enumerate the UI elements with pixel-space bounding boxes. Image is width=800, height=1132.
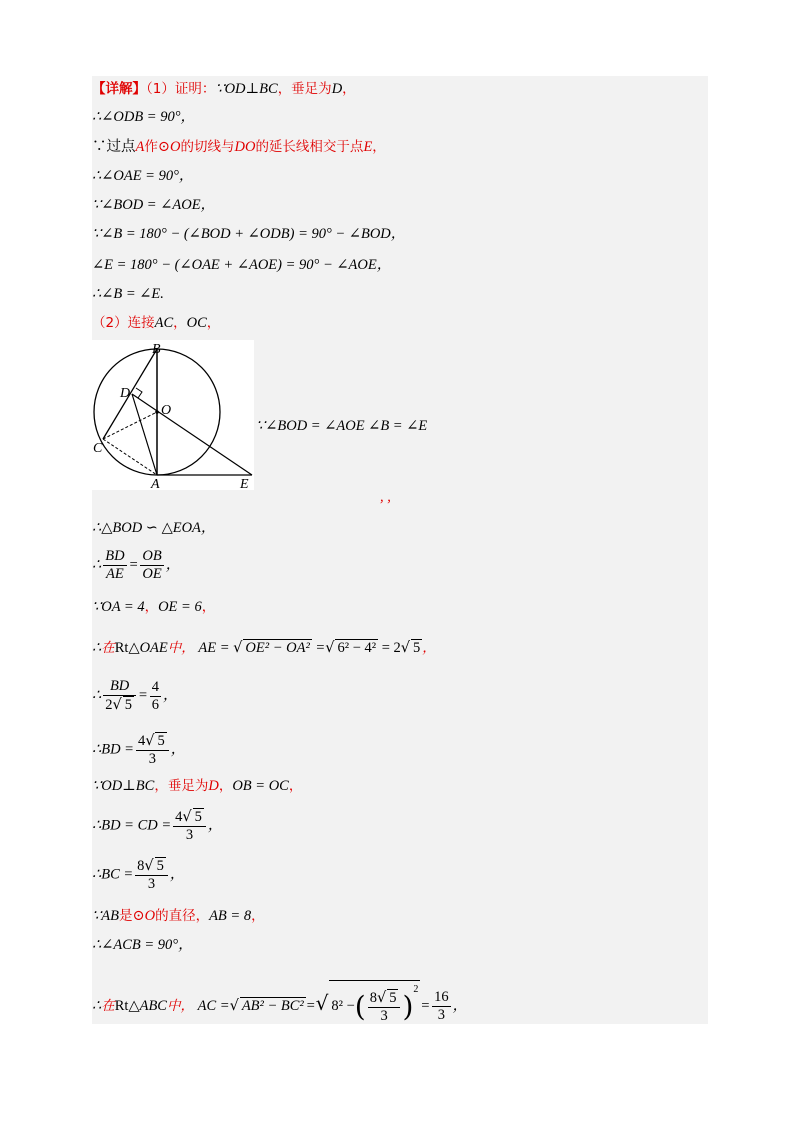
line-15 [92,678,178,714]
l20-comma: ， [251,908,265,924]
line-1 [92,79,356,99]
line-de [132,394,252,475]
l17-od: ∵OD⊥BC [92,778,155,794]
l22-end: ， [452,998,468,1014]
l14-eq2: = [315,640,326,656]
label-a: A [151,477,160,490]
line-2: ∴∠ODB = 90°， [92,109,196,125]
l14-pre: ∴ [92,640,102,656]
label-b: B [152,342,161,357]
l13-comma: ， [144,599,159,615]
line-4: ∴∠OAE = 90°， [92,168,194,184]
line-16 [92,732,185,768]
circle-diagram [92,340,254,490]
l20-is: 是 [118,908,133,924]
l22-res-num: 16 [434,989,449,1006]
l13-oe: OE = 6 [158,599,202,615]
l15-num: BD [103,678,136,696]
l22-inner-frac [368,989,401,1025]
l22-inner-num-r: 5 [389,989,397,1006]
l20-ab: ∵AB [92,908,119,924]
line-13 [92,597,215,617]
l13-oa: ∵OA = 4 [92,599,145,615]
l19-num-r: 5 [156,858,164,874]
l22-rad2-a: 8² − [331,998,355,1014]
line-3 [92,137,386,157]
line-10-commas: , , [380,489,391,505]
l16-frac [136,732,169,768]
l15-den-r: 5 [124,697,132,713]
l22-inner-den: 3 [380,1007,388,1024]
l9-comma: ， [173,315,187,331]
l3-text: 作 [144,139,158,155]
l1-text: ，垂足为 [277,81,332,97]
l18-num: 4√ 5 [173,808,206,827]
l15-den-a: 2 [105,697,113,713]
l15-frac1 [103,678,136,714]
l1-comma: ， [342,81,356,97]
l16-num-a: 4 [137,733,146,749]
l18-pre: ∴BD = CD = [92,817,172,834]
l13-comma2: ， [201,599,216,615]
l20-ab8: AB = 8 [209,908,252,924]
l20-text: 的直径， [155,908,210,924]
l15-num2: 4 [151,678,160,695]
l18-den: 3 [185,827,194,843]
l22-rad2: 8² −( $\frac{8√ 5}{3}$ )$^2$ [329,980,420,1025]
line-7: ∠E = 180° − (∠OAE + ∠AOE) = 90° − ∠AOE， [92,257,392,273]
l22-in: 在 [101,998,115,1014]
l15-pre: ∴ [92,687,102,704]
l12-pre: ∴ [92,556,102,573]
l9-oc: OC [186,315,207,331]
line-5: ∵∠BOD = ∠AOE， [92,197,216,213]
l3-text2: 的切线与 [180,139,235,155]
l15-frac2 [150,679,161,714]
l19-pre: ∴BC = [92,866,134,883]
line-22: ∴在Rt△ABC中， AC =√ AB² − BC² =√ 8² −( $\frac{8√ 5}{3}$ )$^2$= $\frac{16}{3}$ ， [92,980,467,1025]
l9-text: （2）连接 [92,315,155,331]
l3-do: DO [234,139,256,155]
l22-eq2: = [305,998,316,1014]
line-6: ∵∠B = 180° − (∠BOD + ∠ODB) = 90° − ∠BOD， [92,226,406,242]
l14-rt: Rt [114,640,129,656]
l15-eq: = [137,687,148,704]
l19-num-a: 8 [137,858,145,874]
l15-end: ， [163,687,178,704]
line-21: ∴∠ACB = 90°， [92,937,193,953]
line-10: ∵∠BOD = ∠AOE ∠B = ∠E [256,418,428,434]
l19-frac [135,857,168,893]
l3-circle: ⊙O [157,139,181,155]
l12-den2: OE [142,566,162,582]
l16-pre: ∴BD = [92,741,134,758]
detail-tag: 【详解】 [92,81,146,97]
l18-frac [173,808,206,844]
line-8: ∴∠B = ∠E. [92,286,164,302]
l14-eq3: = 2 [381,640,401,656]
l12-frac2 [140,548,163,583]
l19-den: 3 [147,876,156,892]
l22-eq3: = [420,998,431,1014]
l22-zh: 中， [166,998,194,1014]
l1-math: ∵OD⊥BC [215,81,278,97]
l16-num-r: 5 [157,733,165,749]
l22-pre: ∴ [92,998,102,1014]
l15-den2: 6 [151,696,160,713]
l9-comma2: ， [206,315,221,331]
l14-end: ， [422,640,436,656]
l22-inner-num-a: 8 [369,989,377,1006]
l22-eq1: AC = [197,998,230,1014]
label-o: O [161,403,172,418]
l16-den: 3 [148,751,156,767]
l17-comma: ， [218,778,233,794]
l19-end: ， [169,866,185,883]
l14-eq1: AE = [198,640,230,656]
label-c: C [93,441,103,456]
label-d: D [120,386,131,401]
l14-rad1: OE² − OA² [245,640,310,656]
l22-tri: △ABC [128,998,167,1014]
l12-den1: AE [106,566,124,582]
line-18 [92,808,222,844]
l9-ac: AC [154,315,174,331]
l3-comma: ， [372,139,386,155]
geometry-figure [92,340,254,490]
l22-result [432,989,451,1024]
center-dot [155,410,159,414]
l22-square: 2 [413,984,419,995]
l3-point-a: A [135,139,145,155]
l14-in: 在 [101,640,115,656]
line-12 [92,548,180,583]
l18-end: ， [207,817,223,834]
l20-circle: ⊙O [132,908,156,924]
l1-point: D [331,81,343,97]
l12-eq: = [128,556,139,573]
l22-rt: Rt [114,998,129,1014]
segment-da [132,394,157,475]
line-19 [92,857,184,893]
l12-num1: BD [105,548,125,564]
l12-end: ， [165,556,181,573]
l3-because: ∵过点 [92,139,136,155]
l17-ob: OB = OC [232,778,289,794]
l17-comma2: ， [288,778,303,794]
l16-num: 4√ 5 [136,732,169,751]
l19-num: 8√ 5 [135,857,168,876]
label-e: E [240,477,249,490]
line-11: ∴△BOD ∽ △EOA， [92,520,216,536]
l17-text: ，垂足为 [154,778,209,794]
l18-num-r: 5 [194,809,202,825]
l3-e: E [363,139,373,155]
l14-rad3: 5 [413,640,421,656]
l15-den: 2√ 5 [105,697,132,713]
l17-d: D [208,778,219,794]
l16-end: ， [170,741,186,758]
part1-label: （1）证明： [146,81,216,97]
l18-num-a: 4 [175,809,183,825]
l12-frac1 [103,548,126,583]
l3-text3: 的延长线相交于点 [255,139,364,155]
line-14: ∴在Rt△OAE中， AE = √ OE² − OA² =√ 6² − 4² = 2√ 5 ， [92,640,436,656]
right-angle-mark [136,388,142,398]
line-17 [92,776,302,796]
line-20 [92,906,265,926]
l14-zh: 中， [167,640,195,656]
l12-num2: OB [142,548,162,564]
l22-inner-num: 8√ 5 [368,989,401,1008]
l14-tri: △OAE [128,640,168,656]
l14-rad2: 6² − 4² [337,640,377,656]
l22-res-den: 3 [437,1007,446,1024]
l22-rad1: AB² − BC² [241,998,304,1014]
line-9 [92,313,220,333]
